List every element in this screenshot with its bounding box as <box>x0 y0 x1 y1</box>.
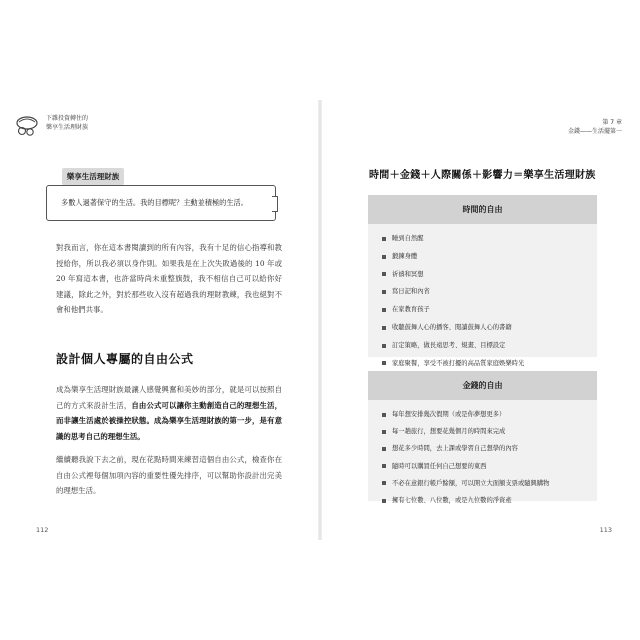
bullet-icon <box>382 413 386 417</box>
list-item <box>382 283 597 301</box>
list-item <box>382 406 597 423</box>
list-item <box>382 458 597 475</box>
money-freedom-list <box>368 400 597 509</box>
body-paragraph-3: 繼續聽我說下去之前，現在花點時間來練習這個自由公式，檢查你在自由公式裡每個加項內容的重要性優先排序，可以幫助你設計出完美的理想生活。 <box>56 455 282 495</box>
chapter-title: 金錢——生活擺第一 <box>567 128 622 135</box>
book-gutter <box>318 100 322 540</box>
header-left-line1: 下雜投資轉住的 <box>46 115 89 122</box>
list-item-text: 祈禱和冥想 <box>392 270 424 278</box>
list-item-text: 訂定策略，做長遠思考、規畫、目標設定 <box>392 341 506 349</box>
list-item <box>382 230 597 248</box>
list-item-text: 每年想安排幾次假期（或是你夢想更多） <box>392 411 506 418</box>
section-title: 設計個人專屬的自由公式 <box>56 352 194 366</box>
header-left-line2: 樂享生活理財族 <box>46 124 89 131</box>
list-item-text: 睡到自然醒 <box>392 235 424 242</box>
bullet-icon <box>382 308 386 312</box>
formula-title: 時間＋金錢＋人際關係＋影響力＝樂享生活理財族 <box>369 170 596 181</box>
body-paragraph-2 <box>56 382 282 444</box>
list-item-text: 隨時可以購買任何自己想要的東西 <box>392 462 487 470</box>
quote-box <box>46 185 276 221</box>
list-item <box>382 319 597 337</box>
list-item <box>382 423 597 440</box>
bullet-icon <box>382 237 386 241</box>
bullet-icon <box>382 499 386 503</box>
time-freedom-list <box>368 224 597 372</box>
list-item-text: 收聽鼓舞人心的播客、閱讀鼓舞人心的書籍 <box>392 323 512 331</box>
money-freedom-panel <box>368 371 597 504</box>
page-number-right: 113 <box>599 526 612 534</box>
list-item <box>382 248 597 266</box>
list-item-text: 在家教育孩子 <box>392 306 430 314</box>
list-item-text: 寫日記和內省 <box>392 288 430 296</box>
list-item-text: 家庭聚餐，享受不被打擾的高品質家庭娛樂時光 <box>392 359 525 367</box>
list-item <box>382 355 597 373</box>
bullet-icon <box>382 344 386 348</box>
topic-tag: 樂享生活理財族 <box>62 168 124 185</box>
list-item <box>382 337 597 355</box>
list-item-text: 擁有七位數、八位數，或是九位數的淨資產 <box>392 496 512 504</box>
list-item-text: 想花多少時間，去上課或學習自己想學的內容 <box>392 445 518 453</box>
bullet-icon <box>382 290 386 294</box>
time-freedom-panel <box>368 195 597 367</box>
bullet-icon <box>382 326 386 330</box>
bullet-icon <box>382 272 386 276</box>
money-freedom-heading: 金錢的自由 <box>368 371 597 400</box>
bullet-icon <box>382 255 386 259</box>
list-item <box>382 440 597 457</box>
time-freedom-heading: 時間的自由 <box>368 195 597 224</box>
list-item-text: 鍛鍊身體 <box>392 252 418 260</box>
quote-text: 多數人過著保守的生活。我的目標呢？主動並積極的生活。 <box>61 198 248 207</box>
bullet-icon <box>382 447 386 451</box>
quote-box-notch <box>272 196 278 212</box>
list-item <box>382 266 597 284</box>
list-item-text: 每一趟旅行，想要花幾個月的時間來完成 <box>392 428 506 436</box>
chapter-number: 第 7 章 <box>602 119 622 126</box>
body-paragraph-1: 對我而言，你在這本書閱讀到的所有內容，我有十足的信心指導和教授給你，所以我必須以身作則。如果我是在上次失敗過後的 10 年或 20 年寫這本書，也許當時尚未重整旗鼓，我不相信自己可以給你好建議，除此之外，對於那些收入沒有超過我的理財教練，我也絕對不會和他們共事。 <box>56 243 282 314</box>
bullet-icon <box>382 361 386 365</box>
header-left <box>14 114 88 138</box>
page-number-left: 112 <box>36 526 49 534</box>
bullet-icon <box>382 464 386 468</box>
list-item <box>382 301 597 319</box>
header-right <box>568 118 622 136</box>
list-item-text: 不必在意銀行帳戶餘額，可以開立大面額支票或隨興購物 <box>392 479 550 487</box>
bullet-icon <box>382 481 386 485</box>
bullet-icon <box>382 430 386 434</box>
logo-icon <box>14 114 40 138</box>
body-paragraph-2-bold: 自由公式可以讓你主動創造自己的理想生活，而非讓生活處於被操控狀態。成為樂享生活理財族的第一步，是有意識的思考自己的理想生活。 <box>56 400 282 441</box>
list-item <box>382 492 597 509</box>
list-item <box>382 475 597 492</box>
body-paragraph-2-start: 成為樂享生活理財族最讓人感覺興奮和美妙的部分，就是可以按照自己的方式來設計生活， <box>56 385 282 410</box>
